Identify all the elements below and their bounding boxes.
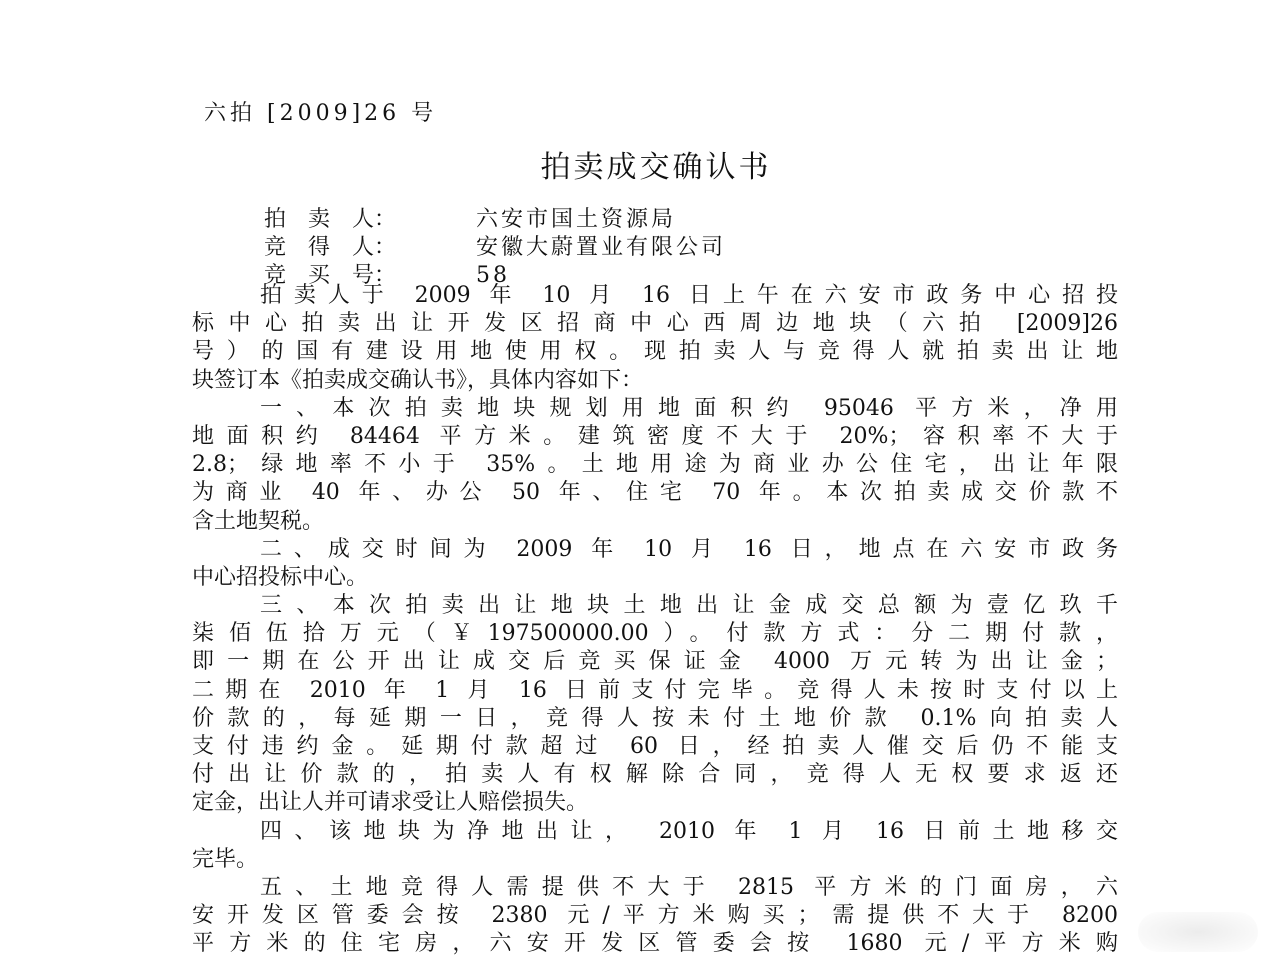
body-line: 完毕。	[192, 846, 259, 872]
body-line: 含土地契税。	[192, 508, 325, 534]
document-title: 拍卖成交确认书	[540, 150, 772, 185]
meta-label: 竞 得 人：	[264, 235, 397, 260]
meta-label: 竞 买 号：	[264, 263, 397, 288]
body-line: 平方米的住宅房，六安开发区管委会按 1680 元/平方米购	[192, 931, 1118, 957]
body-line: 即一期在公开出让成交后竞买保证金 4000 万元转为出让金；	[192, 649, 1118, 675]
body-line: 五、土地竞得人需提供不大于 2815 平方米的门面房，六	[260, 874, 1118, 900]
body-line: 二、成交时间为 2009 年 10 月 16 日，地点在六安市政务	[260, 536, 1118, 562]
meta-row-winner	[264, 234, 726, 262]
meta-row-auctioneer	[264, 206, 726, 234]
document-body	[192, 282, 1118, 959]
body-line: 块签订本《拍卖成交确认书》，具体内容如下：	[192, 367, 644, 393]
body-line: 付出让价款的，拍卖人有权解除合同，竞得人无权要求返还	[192, 762, 1118, 788]
body-line: 号）的国有建设用地使用权。现拍卖人与竞得人就拍卖出让地	[192, 339, 1118, 365]
body-line: 中心招投标中心。	[192, 564, 369, 590]
body-line: 支付违约金。延期付款超过 60 日，经拍卖人催交后仍不能支	[192, 734, 1118, 759]
meta-value: 六安市国土资源局	[476, 207, 677, 232]
body-line: 2.8；绿地率不小于 35%。土地用途为商业办公住宅，出让年限	[192, 452, 1118, 478]
body-line: 一、本次拍卖地块规划用地面积约 95046 平方米，净用	[260, 395, 1118, 421]
body-line: 价款的，每延期一日，竞得人按未付土地价款 0.1%向拍卖人	[192, 705, 1118, 731]
body-line: 安开发区管委会按 2380 元/平方米购买；需提供不大于 8200	[192, 903, 1118, 929]
body-line: 三、本次拍卖出让地块土地出让金成交总额为壹亿玖千	[260, 593, 1118, 619]
body-line: 标中心拍卖出让开发区招商中心西周边地块（六拍 [2009]26	[192, 311, 1118, 337]
meta-value: 58	[476, 263, 510, 288]
document-number: 六拍 [2009]26 号	[204, 101, 438, 126]
corner-watermark	[1138, 912, 1258, 952]
meta-value: 安徽大蔚置业有限公司	[476, 235, 727, 260]
body-line: 拍卖人于 2009 年 10 月 16 日上午在六安市政务中心招投	[260, 283, 1118, 308]
body-line: 为商业 40 年、办公 50 年、住宅 70 年。本次拍卖成交价款不	[192, 480, 1118, 506]
body-line: 四、该地块为净地出让， 2010 年 1 月 16 日前土地移交	[260, 818, 1118, 844]
parties-block	[264, 206, 726, 290]
body-line: 柒佰伍拾万元（￥197500000.00）。付款方式：分二期付款，	[192, 621, 1118, 647]
meta-label: 拍 卖 人：	[264, 207, 397, 232]
body-line: 二期在 2010 年 1 月 16 日前支付完毕。竞得人未按时支付以上	[192, 677, 1118, 703]
body-line: 地面积约 84464 平方米。建筑密度不大于 20%；容积率不大于	[192, 423, 1118, 449]
body-line: 定金，出让人并可请求受让人赔偿损失。	[192, 790, 589, 816]
